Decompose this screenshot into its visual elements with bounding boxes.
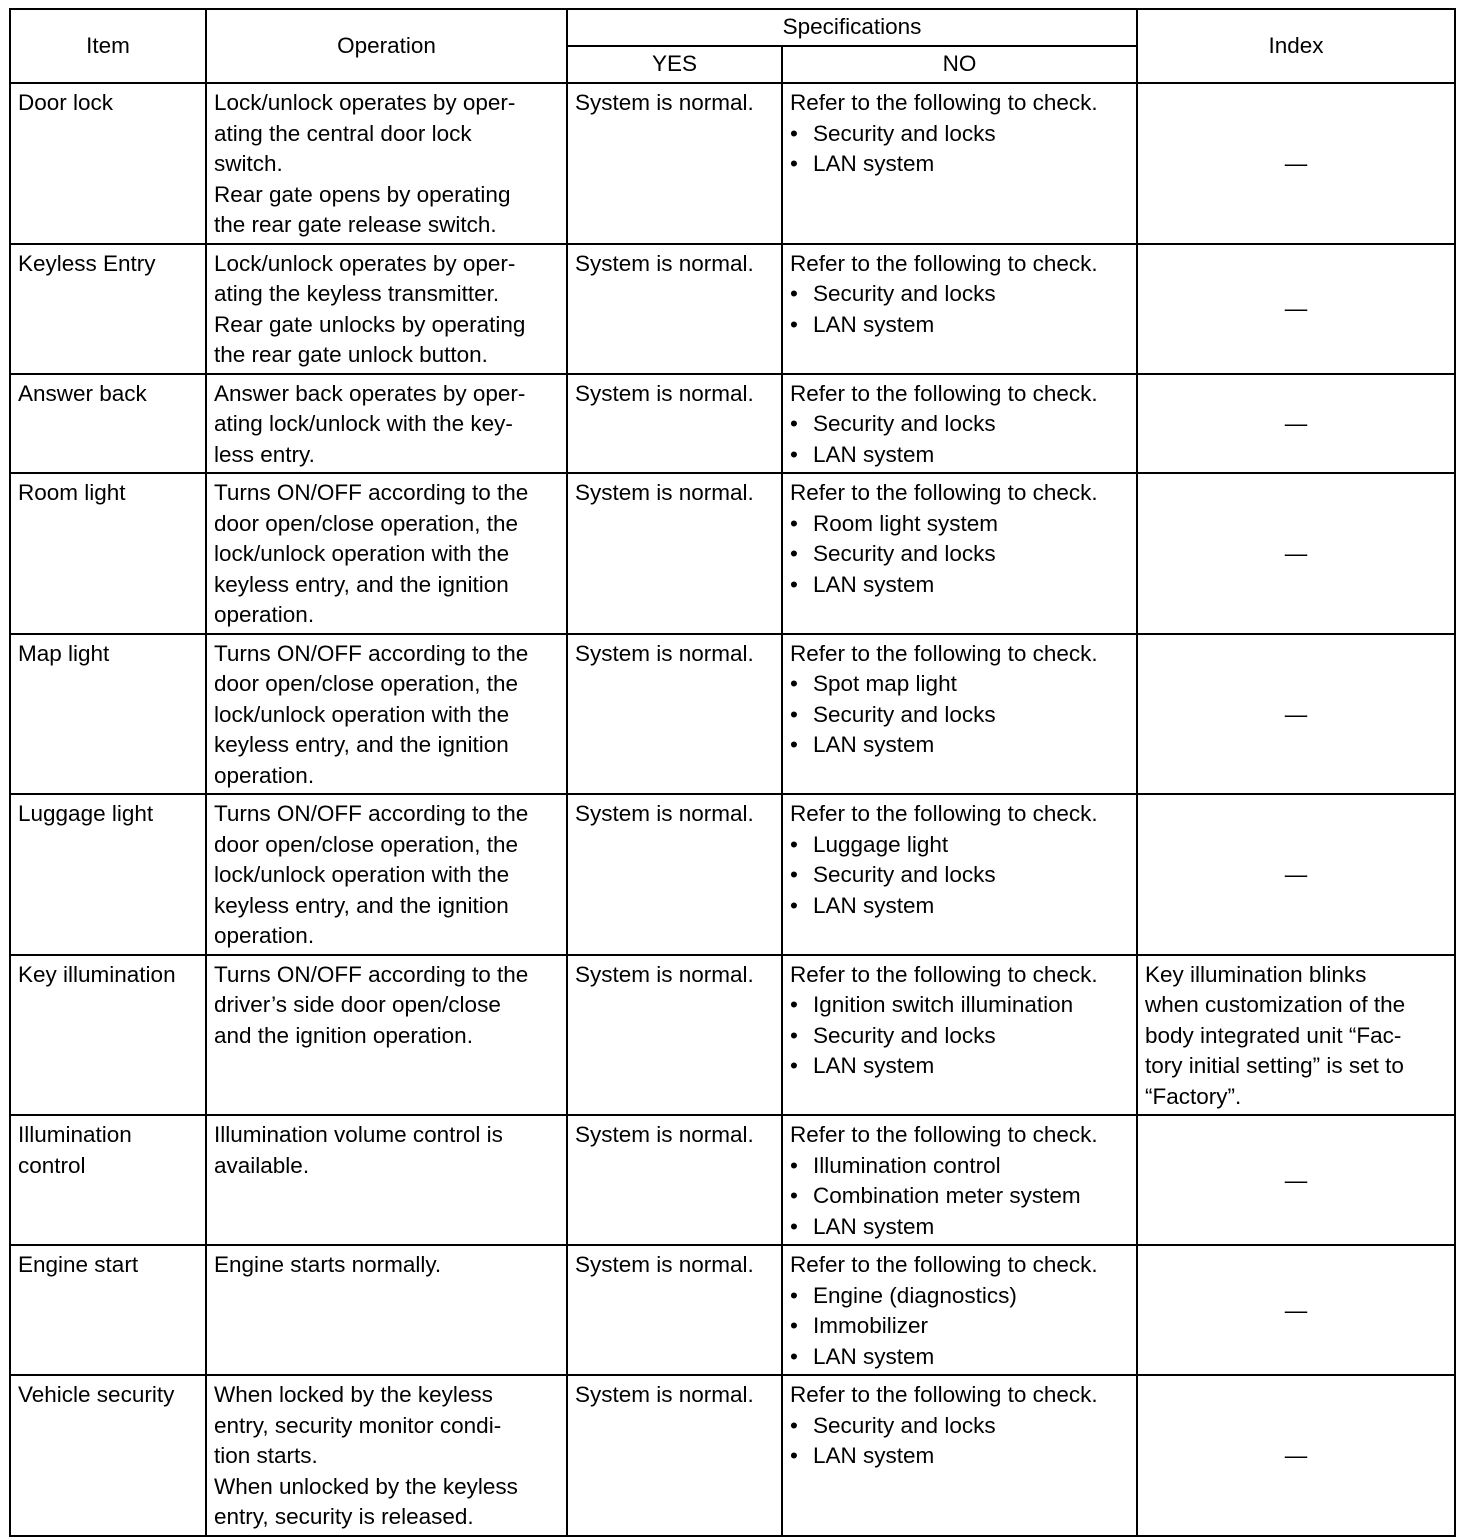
operation-line: lock/unlock operation with the <box>214 862 510 887</box>
index-cell <box>1137 955 1455 1116</box>
check-list-item: • Illumination control <box>790 1151 1129 1182</box>
no-cell <box>782 83 1137 244</box>
operation-line: Turns ON/OFF according to the <box>214 801 529 826</box>
index-line: — <box>1284 1167 1308 1193</box>
check-list-item: • LAN system <box>790 440 1129 471</box>
operation-line: available. <box>214 1152 310 1178</box>
no-cell <box>782 1245 1137 1375</box>
header-specifications: Specifications <box>567 9 1137 46</box>
operation-line: keyless entry, and the ignition <box>214 571 509 597</box>
index-line: — <box>1284 1297 1308 1323</box>
check-list <box>790 669 1129 761</box>
index-line: — <box>1284 1443 1308 1468</box>
check-list <box>790 1411 1129 1472</box>
check-list-item: • LAN system <box>790 730 1129 761</box>
check-list-item: • LAN system <box>790 891 1129 922</box>
index-line: — <box>1284 411 1308 436</box>
operation-line: door open/close operation, the <box>214 510 518 536</box>
operation-cell <box>206 1245 567 1375</box>
check-list-item: • LAN system <box>790 1342 1129 1373</box>
item-cell: Key illumination <box>10 955 206 1116</box>
operation-line: Answer back operates by oper- <box>214 380 526 406</box>
operation-line: Rear gate opens by operating <box>214 181 511 207</box>
no-heading: Refer to the following to check. <box>790 90 1098 115</box>
operation-line: operation. <box>214 602 315 627</box>
check-list-item: • LAN system <box>790 570 1129 601</box>
no-cell <box>782 244 1137 374</box>
check-list-item: • Security and locks <box>790 1021 1129 1052</box>
operation-line: ating lock/unlock with the key- <box>214 411 513 436</box>
operation-cell <box>206 794 567 955</box>
item-cell: Luggage light <box>10 794 206 955</box>
header-index: Index <box>1137 9 1455 83</box>
operation-line: switch. <box>214 151 283 176</box>
no-heading: Refer to the following to check. <box>790 380 1098 406</box>
check-list-item: • LAN system <box>790 1212 1129 1243</box>
operation-line: Lock/unlock operates by oper- <box>214 90 516 115</box>
yes-cell: System is normal. <box>567 1245 782 1375</box>
header-no: NO <box>782 46 1137 83</box>
table-row <box>10 634 1455 795</box>
check-list-item: • Ignition switch illumination <box>790 990 1129 1021</box>
operation-line: operation. <box>214 762 315 788</box>
operation-line: door open/close operation, the <box>214 831 518 857</box>
operation-line: and the ignition operation. <box>214 1022 473 1048</box>
table-row <box>10 955 1455 1116</box>
item-cell: Keyless Entry <box>10 244 206 374</box>
operation-line: Illumination volume control is <box>214 1122 503 1147</box>
operation-line: the rear gate unlock button. <box>214 342 488 367</box>
operation-cell <box>206 634 567 795</box>
table-body <box>10 83 1455 1536</box>
operation-line: Turns ON/OFF according to the <box>214 480 529 505</box>
index-line: tory initial setting” is set to <box>1145 1053 1404 1078</box>
item-cell: Vehicle security <box>10 1375 206 1536</box>
no-heading: Refer to the following to check. <box>790 250 1098 276</box>
yes-cell: System is normal. <box>567 1115 782 1245</box>
yes-cell: System is normal. <box>567 955 782 1116</box>
yes-cell: System is normal. <box>567 634 782 795</box>
index-line: body integrated unit “Fac- <box>1145 1022 1402 1048</box>
no-cell <box>782 473 1137 634</box>
index-cell <box>1137 473 1455 634</box>
check-list <box>790 409 1129 470</box>
header-item: Item <box>10 9 206 83</box>
yes-cell: System is normal. <box>567 794 782 955</box>
no-cell <box>782 955 1137 1116</box>
operation-line: driver’s side door open/close <box>214 992 501 1017</box>
check-list-item: • Engine (diagnostics) <box>790 1281 1129 1312</box>
index-cell <box>1137 374 1455 474</box>
check-list-item: • LAN system <box>790 1051 1129 1082</box>
check-list-item: • Security and locks <box>790 700 1129 731</box>
check-list-item: • Room light system <box>790 509 1129 540</box>
operation-line: Engine starts normally. <box>214 1252 442 1277</box>
yes-cell: System is normal. <box>567 473 782 634</box>
check-list <box>790 509 1129 601</box>
check-list-item: • LAN system <box>790 310 1129 341</box>
check-list-item: • Security and locks <box>790 860 1129 891</box>
index-cell <box>1137 244 1455 374</box>
operation-cell <box>206 244 567 374</box>
index-line: Key illumination blinks <box>1145 961 1367 987</box>
operation-line: tion starts. <box>214 1443 318 1468</box>
index-cell <box>1137 83 1455 244</box>
check-list-item: • Luggage light <box>790 830 1129 861</box>
item-cell <box>10 1115 206 1245</box>
item-line: Illumination <box>18 1122 132 1147</box>
table-row <box>10 244 1455 374</box>
operation-line: entry, security is released. <box>214 1504 474 1529</box>
index-line: — <box>1284 701 1308 727</box>
operation-line: lock/unlock operation with the <box>214 541 510 566</box>
no-cell <box>782 634 1137 795</box>
check-list-item: • Combination meter system <box>790 1181 1129 1212</box>
index-cell <box>1137 1245 1455 1375</box>
no-cell <box>782 794 1137 955</box>
table-row <box>10 1375 1455 1536</box>
operation-line: the rear gate release switch. <box>214 212 497 237</box>
table-header <box>10 9 1455 83</box>
no-cell <box>782 1115 1137 1245</box>
yes-cell: System is normal. <box>567 244 782 374</box>
operation-line: When locked by the keyless <box>214 1382 493 1407</box>
table-row <box>10 1245 1455 1375</box>
table-row <box>10 794 1455 955</box>
no-heading: Refer to the following to check. <box>790 801 1098 826</box>
item-line: control <box>18 1152 86 1178</box>
operation-cell <box>206 1115 567 1245</box>
check-list <box>790 1151 1129 1243</box>
check-list <box>790 830 1129 922</box>
operation-line: entry, security monitor condi- <box>214 1412 502 1438</box>
header-yes: YES <box>567 46 782 83</box>
operation-line: lock/unlock operation with the <box>214 701 510 727</box>
operation-cell <box>206 473 567 634</box>
no-heading: Refer to the following to check. <box>790 1122 1098 1147</box>
operation-cell <box>206 1375 567 1536</box>
table-row <box>10 83 1455 244</box>
index-cell <box>1137 1115 1455 1245</box>
index-line: — <box>1284 296 1308 322</box>
item-cell: Door lock <box>10 83 206 244</box>
operation-cell <box>206 374 567 474</box>
no-cell <box>782 374 1137 474</box>
check-list-item: • Security and locks <box>790 539 1129 570</box>
check-list-item: • LAN system <box>790 1441 1129 1472</box>
item-cell: Answer back <box>10 374 206 474</box>
item-cell: Room light <box>10 473 206 634</box>
operation-cell <box>206 83 567 244</box>
check-list-item: • Security and locks <box>790 279 1129 310</box>
operation-line: Turns ON/OFF according to the <box>214 640 529 666</box>
operation-line: ating the keyless transmitter. <box>214 281 500 306</box>
yes-cell: System is normal. <box>567 83 782 244</box>
check-list <box>790 990 1129 1082</box>
index-line: — <box>1284 541 1308 566</box>
operation-line: Turns ON/OFF according to the <box>214 961 529 987</box>
table-row <box>10 374 1455 474</box>
item-cell: Map light <box>10 634 206 795</box>
yes-cell: System is normal. <box>567 374 782 474</box>
check-list-item: • Immobilizer <box>790 1311 1129 1342</box>
operation-line: Lock/unlock operates by oper- <box>214 250 516 276</box>
item-cell: Engine start <box>10 1245 206 1375</box>
no-cell <box>782 1375 1137 1536</box>
index-cell <box>1137 634 1455 795</box>
index-line: “Factory”. <box>1145 1083 1242 1109</box>
check-list-item: • Security and locks <box>790 409 1129 440</box>
specifications-table <box>9 8 1456 1537</box>
no-heading: Refer to the following to check. <box>790 480 1098 505</box>
operation-line: Rear gate unlocks by operating <box>214 311 526 337</box>
operation-line: When unlocked by the keyless <box>214 1473 518 1499</box>
index-line: — <box>1284 862 1308 887</box>
table-row <box>10 1115 1455 1245</box>
operation-cell <box>206 955 567 1116</box>
check-list <box>790 1281 1129 1373</box>
index-cell <box>1137 1375 1455 1536</box>
no-heading: Refer to the following to check. <box>790 640 1098 666</box>
operation-line: door open/close operation, the <box>214 671 518 696</box>
no-heading: Refer to the following to check. <box>790 1382 1098 1407</box>
operation-line: operation. <box>214 923 315 948</box>
no-heading: Refer to the following to check. <box>790 961 1098 987</box>
yes-cell: System is normal. <box>567 1375 782 1536</box>
check-list-item: • Security and locks <box>790 119 1129 150</box>
operation-line: less entry. <box>214 441 315 467</box>
no-heading: Refer to the following to check. <box>790 1252 1098 1277</box>
check-list-item: • Security and locks <box>790 1411 1129 1442</box>
operation-line: keyless entry, and the ignition <box>214 892 509 918</box>
index-line: when customization of the <box>1145 992 1406 1017</box>
header-operation: Operation <box>206 9 567 83</box>
check-list-item: • Spot map light <box>790 669 1129 700</box>
check-list <box>790 279 1129 340</box>
check-list <box>790 119 1129 180</box>
operation-line: keyless entry, and the ignition <box>214 732 509 757</box>
index-line: — <box>1284 151 1308 176</box>
operation-line: ating the central door lock <box>214 120 472 146</box>
table-row <box>10 473 1455 634</box>
index-cell <box>1137 794 1455 955</box>
check-list-item: • LAN system <box>790 149 1129 180</box>
